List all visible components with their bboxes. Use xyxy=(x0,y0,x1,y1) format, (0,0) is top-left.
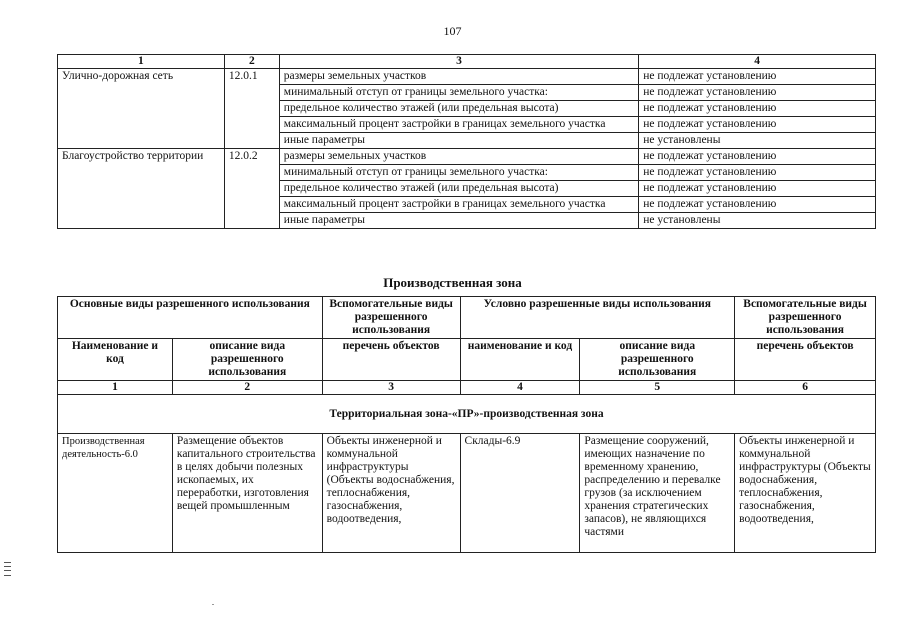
parameter-value: не подлежат установлению xyxy=(639,101,876,117)
table-sub-header-row xyxy=(58,339,876,381)
parameter-name: размеры земельных участков xyxy=(279,149,638,165)
aux-objects-list: Объекты инженерной и коммунальной инфраструктуры (Объекты водоснабжения, теплоснабжения, газоснабжения, водоотведения, xyxy=(322,434,460,553)
parameter-name: размеры земельных участков xyxy=(279,69,638,85)
parameter-name: минимальный отступ от границы земельного участка: xyxy=(279,85,638,101)
column-number: 5 xyxy=(580,381,735,395)
parameter-name: иные параметры xyxy=(279,133,638,149)
header-aux-uses: Вспомогательные виды разрешенного использования xyxy=(735,297,876,339)
header-description: описание вида разрешенного использования xyxy=(580,339,735,381)
parameter-name: минимальный отступ от границы земельного участка: xyxy=(279,165,638,181)
parameter-value: не подлежат установлению xyxy=(639,85,876,101)
table-group-header-row xyxy=(58,297,876,339)
aux-objects-list: Объекты инженерной и коммунальной инфраструктуры (Объекты водоснабжения, теплоснабжения, газоснабжения, водоотведения, xyxy=(735,434,876,553)
parameter-value: не установлены xyxy=(639,213,876,229)
territorial-zone-row xyxy=(58,395,876,434)
header-aux-uses: Вспомогательные виды разрешенного использования xyxy=(322,297,460,339)
page-number: 107 xyxy=(443,24,462,38)
parameters-table xyxy=(57,54,876,229)
use-type-code: 12.0.1 xyxy=(224,69,279,149)
column-number: 1 xyxy=(58,55,225,69)
header-description: описание вида разрешенного использования xyxy=(172,339,322,381)
parameter-value: не подлежат установлению xyxy=(639,69,876,85)
column-number: 2 xyxy=(172,381,322,395)
column-number: 2 xyxy=(224,55,279,69)
parameter-name: иные параметры xyxy=(279,213,638,229)
main-use-description: Размещение объектов капитального строительства в целях добычи полезных ископаемых, их переработки, изготовления вещей промышленным xyxy=(172,434,322,553)
parameter-name: максимальный процент застройки в границах земельного участка xyxy=(279,117,638,133)
territorial-zone-title: Территориальная зона-«ПР»-производственная зона xyxy=(58,395,876,434)
parameter-value: не подлежат установлению xyxy=(639,197,876,213)
column-numbers-row xyxy=(58,381,876,395)
parameter-name: максимальный процент застройки в границах земельного участка xyxy=(279,197,638,213)
parameter-name: предельное количество этажей (или предельная высота) xyxy=(279,181,638,197)
header-conditional-uses: Условно разрешенные виды использования xyxy=(460,297,735,339)
column-number: 3 xyxy=(322,381,460,395)
scan-mark xyxy=(212,604,214,605)
table-row xyxy=(58,434,876,553)
use-type-name: Благоустройство территории xyxy=(58,149,225,229)
table-row xyxy=(58,69,876,85)
use-type-name: Улично-дорожная сеть xyxy=(58,69,225,149)
parameter-value: не установлены xyxy=(639,133,876,149)
header-main-uses: Основные виды разрешенного использования xyxy=(58,297,323,339)
zone-uses-table xyxy=(57,296,876,553)
conditional-use-description: Размещение сооружений, имеющих назначение по временному хранению, распределению и перевалке грузов (за исключением хранения стратегических запасов), не являющихся частями xyxy=(580,434,735,553)
header-name-code: Наименование и код xyxy=(58,339,173,381)
parameter-value: не подлежат установлению xyxy=(639,117,876,133)
column-number: 3 xyxy=(279,55,638,69)
parameter-value: не подлежат установлению xyxy=(639,181,876,197)
column-number: 1 xyxy=(58,381,173,395)
table-row xyxy=(58,149,876,165)
parameter-name: предельное количество этажей (или предельная высота) xyxy=(279,101,638,117)
zone-title: Производственная зона xyxy=(383,275,522,290)
header-objects-list: перечень объектов xyxy=(735,339,876,381)
column-number: 4 xyxy=(639,55,876,69)
parameter-value: не подлежат установлению xyxy=(639,149,876,165)
conditional-use-name: Склады-6.9 xyxy=(460,434,580,553)
parameter-value: не подлежат установлению xyxy=(639,165,876,181)
use-type-code: 12.0.2 xyxy=(224,149,279,229)
header-name-code: наименование и код xyxy=(460,339,580,381)
column-number: 6 xyxy=(735,381,876,395)
main-use-name: Производственная деятельность-6.0 xyxy=(58,434,173,553)
column-number: 4 xyxy=(460,381,580,395)
table-header-row xyxy=(58,55,876,69)
header-objects-list: перечень объектов xyxy=(322,339,460,381)
selection-handle[interactable] xyxy=(4,562,11,576)
